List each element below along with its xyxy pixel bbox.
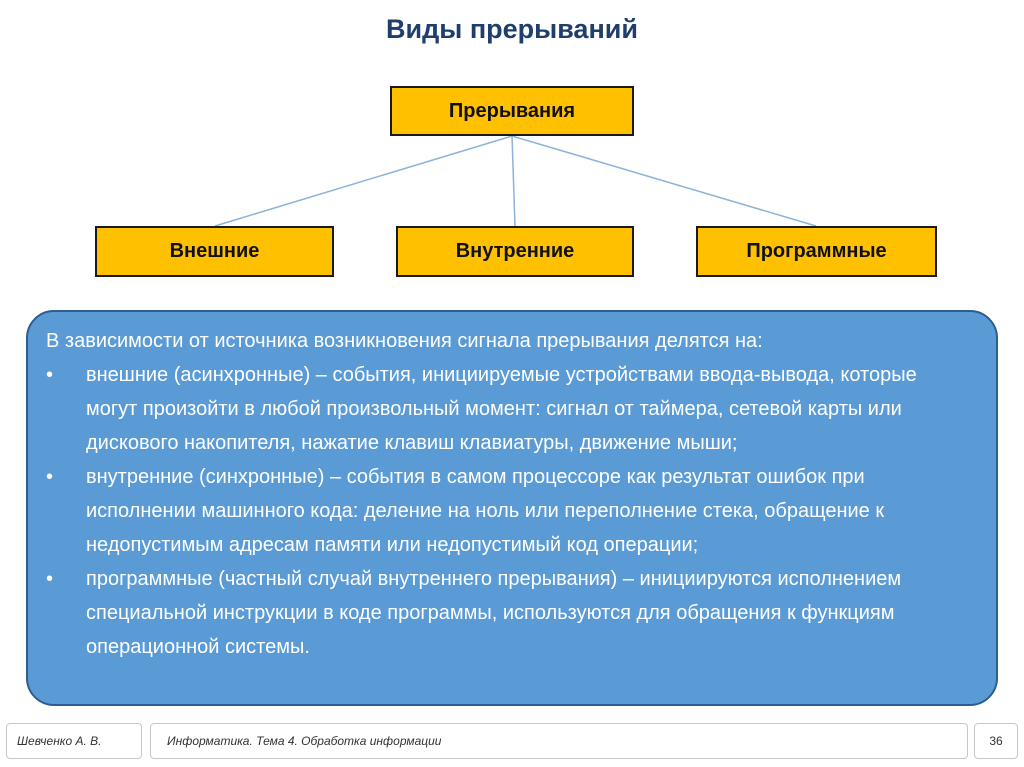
list-item xyxy=(46,460,966,562)
footer-author: Шевченко А. В. xyxy=(6,723,142,759)
slide-title: Виды прерываний xyxy=(386,14,638,44)
connector-line-software xyxy=(512,136,816,226)
footer-course-title: Информатика. Тема 4. Обработка информации xyxy=(150,723,968,759)
slide-footer xyxy=(0,723,1024,759)
connector-line-external xyxy=(215,136,512,226)
description-panel xyxy=(26,310,998,706)
list-item-text: внешние (асинхронные) – события, инициируемые устройствами ввода-вывода, которые могут произойти в любой произвольный момент: сигнал от таймера, сетевой карты или дискового накопителя, нажатие клавиш клавиатуры, движение мыши; xyxy=(86,364,917,454)
bullet-icon: • xyxy=(46,568,54,590)
bullet-icon: • xyxy=(46,364,54,386)
diagram-box-internal: Внутренние xyxy=(396,226,634,277)
list-item-text: внутренние (синхронные) – события в самом процессоре как результат ошибок при исполнении машинного кода: деление на ноль или переполнение стека, обращение к недопустимым адресам памяти или недопустимый код операции; xyxy=(86,466,885,556)
description-list xyxy=(46,358,966,664)
diagram-root-box: Прерывания xyxy=(390,86,634,136)
connector-line-internal xyxy=(512,136,515,226)
diagram-box-software: Программные xyxy=(696,226,937,277)
bullet-icon: • xyxy=(46,466,54,488)
diagram-box-external: Внешние xyxy=(95,226,334,277)
description-intro: В зависимости от источника возникновения сигнала прерывания делятся на: xyxy=(46,330,763,352)
list-item-text: программные (частный случай внутреннего прерывания) – инициируются исполнением специальной инструкции в коде программы, используются для обращения к функциям операционной системы. xyxy=(86,568,902,658)
list-item xyxy=(46,358,966,460)
list-item xyxy=(46,562,966,664)
footer-page-number: 36 xyxy=(974,723,1018,759)
